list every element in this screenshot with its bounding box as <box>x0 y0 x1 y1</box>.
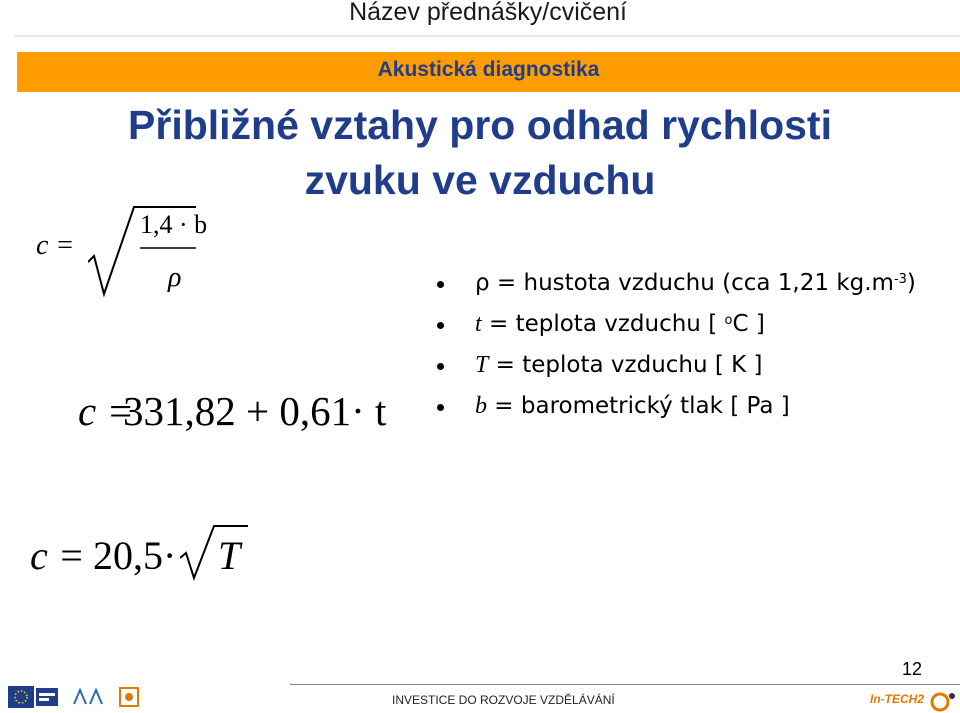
intech-logo-text: In-TECH2 <box>870 692 924 706</box>
bullet-icon <box>437 363 444 370</box>
legend-item-temperature-k <box>437 350 957 391</box>
legend-tail: C ] <box>732 311 765 337</box>
formula-sqrt-pressure-density <box>30 200 208 310</box>
formula1-lhs: c = <box>36 230 75 261</box>
formula3-coefficient: 20,5· <box>93 533 177 578</box>
formula-linear-temperature: 331,82 + 0,61· t <box>123 388 387 434</box>
program-footer-text: INVESTICE DO ROZVOJE VZDĚLÁVÁNÍ <box>392 693 615 707</box>
banner-label: Akustická diagnostika <box>377 58 600 81</box>
slide-title-line1: Přibližné vztahy pro odhad rychlosti <box>128 102 832 148</box>
legend-item-pressure <box>437 391 957 432</box>
legend-text: = teplota vzduchu [ K ] <box>488 352 763 378</box>
bullet-icon <box>437 322 444 329</box>
page-number: 12 <box>901 659 922 679</box>
symbol-legend <box>437 268 957 432</box>
footer-divider <box>290 684 960 685</box>
legend-sup: o <box>724 313 733 328</box>
legend-text: = barometrický tlak [ Pa ] <box>487 393 790 419</box>
eu-flag-logo <box>8 686 34 708</box>
header-divider <box>14 35 960 37</box>
legend-tail: ) <box>906 270 916 296</box>
legend-sup: -3 <box>893 272 907 287</box>
formula3-radicand: T <box>218 533 241 578</box>
formula-sqrt-temperature <box>30 520 260 590</box>
legend-text: = hustota vzduchu (cca 1,21 kg.m <box>489 270 894 296</box>
legend-symbol: T <box>475 352 489 378</box>
esf-logo <box>36 686 58 708</box>
legend-symbol: b <box>475 393 487 419</box>
formula3-lhs: c = <box>30 533 85 578</box>
formula2-lhs: c = <box>78 388 135 434</box>
legend-item-density <box>437 268 957 309</box>
legend-symbol: ρ <box>475 270 490 296</box>
legend-text: = teplota vzduchu [ <box>481 311 725 337</box>
bullet-icon <box>437 281 444 288</box>
bullet-icon <box>437 404 444 411</box>
ministry-logo <box>70 686 108 708</box>
formula1-numerator: 1,4 · b <box>140 210 208 239</box>
legend-item-temperature-c <box>437 309 957 350</box>
op-logo <box>118 686 140 708</box>
course-title: Název přednášky/cvičení <box>349 0 627 26</box>
legend-symbol: t <box>475 311 482 337</box>
formula1-denominator: ρ <box>168 262 182 293</box>
intech-logo <box>870 690 960 712</box>
topic-banner <box>17 52 960 92</box>
slide-title-line2: zvuku ve vzduchu <box>304 157 656 203</box>
slide-title <box>40 98 920 208</box>
